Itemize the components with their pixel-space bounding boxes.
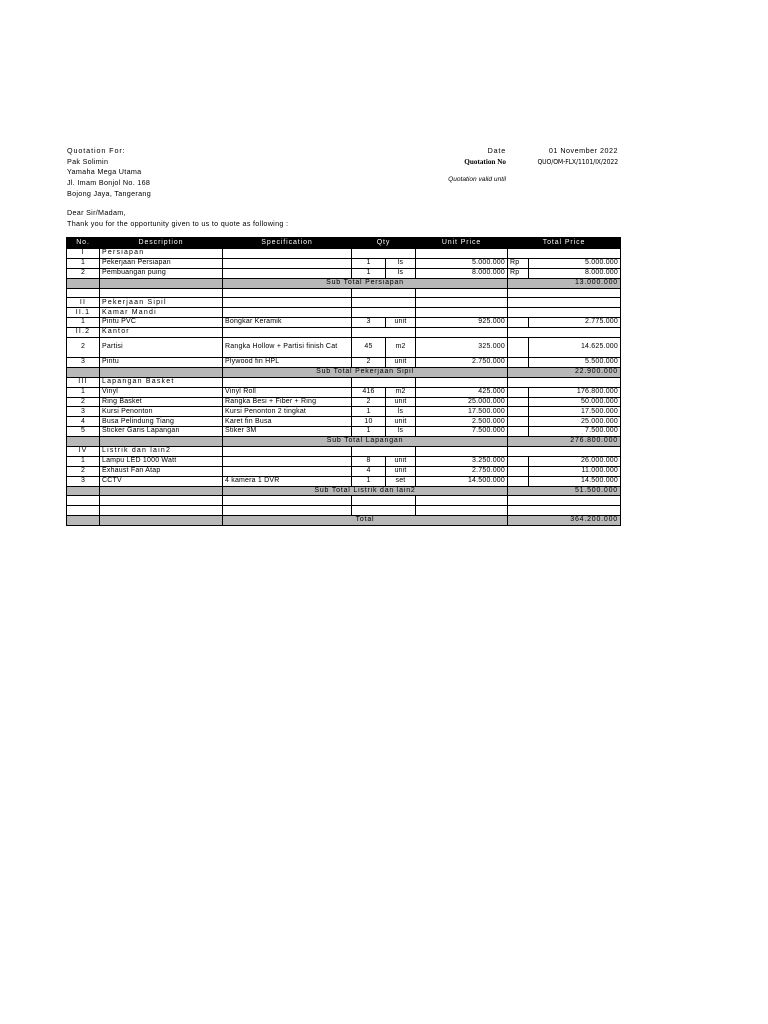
item-no: 4 <box>67 417 100 427</box>
table-row <box>67 387 621 397</box>
item-currency <box>508 466 529 476</box>
item-currency <box>508 476 529 486</box>
empty-cell <box>67 288 100 298</box>
empty-cell <box>67 506 100 516</box>
col-header-description: Description <box>100 238 223 249</box>
quotation-meta <box>430 146 618 186</box>
item-qty: 3 <box>352 318 386 328</box>
item-qty: 416 <box>352 387 386 397</box>
empty-cell <box>352 288 416 298</box>
item-unit: unit <box>386 397 416 407</box>
item-unit: ls <box>386 258 416 268</box>
item-specification: Plywood fin HPL <box>223 358 352 368</box>
table-row <box>67 407 621 417</box>
empty-cell <box>416 249 508 259</box>
blank-row <box>67 506 621 516</box>
section-no: I <box>67 249 100 259</box>
item-unit-price: 5.000.000 <box>416 258 508 268</box>
empty-cell <box>416 447 508 457</box>
item-qty: 1 <box>352 258 386 268</box>
section-title: Listrik dan lain2 <box>100 447 223 457</box>
item-specification <box>223 456 352 466</box>
item-no: 1 <box>67 318 100 328</box>
item-qty: 1 <box>352 268 386 278</box>
valid-until-label: Quotation valid until <box>448 176 506 184</box>
section-title: Persiapan <box>100 249 223 259</box>
item-unit: unit <box>386 417 416 427</box>
empty-cell <box>223 288 352 298</box>
item-total-price: 11.000.000 <box>529 466 621 476</box>
empty-cell <box>100 516 223 526</box>
item-description: Lampu LED 1000 Watt <box>100 456 223 466</box>
item-unit-price: 3.250.000 <box>416 456 508 466</box>
item-description: Vinyl <box>100 387 223 397</box>
subtotal-label: Sub Total Pekerjaan Sipil <box>223 367 508 377</box>
greeting-block <box>67 208 288 229</box>
item-unit-price: 2.500.000 <box>416 417 508 427</box>
item-unit-price: 325.000 <box>416 338 508 358</box>
item-specification: Stiker 3M <box>223 427 352 437</box>
item-total-price: 26.000.000 <box>529 456 621 466</box>
item-unit-price: 14.500.000 <box>416 476 508 486</box>
table-row <box>67 417 621 427</box>
item-description: Kursi Penonton <box>100 407 223 417</box>
subtotal-label: Total <box>223 516 508 526</box>
quotation-table <box>66 237 621 526</box>
blank-row <box>67 496 621 506</box>
item-description: Pintu PVC <box>100 318 223 328</box>
item-currency <box>508 397 529 407</box>
item-total-price: 7.500.000 <box>529 427 621 437</box>
col-header-qty: Qty <box>352 238 416 249</box>
table-row <box>67 258 621 268</box>
item-qty: 2 <box>352 358 386 368</box>
section-row <box>67 298 621 308</box>
date-value: 01 November 2022 <box>548 146 618 155</box>
empty-cell <box>100 437 223 447</box>
item-qty: 1 <box>352 476 386 486</box>
section-title: Kamar Mandi <box>100 308 223 318</box>
item-qty: 10 <box>352 417 386 427</box>
section-row <box>67 249 621 259</box>
item-description: CCTV <box>100 476 223 486</box>
empty-cell <box>352 328 416 338</box>
section-no: II.1 <box>67 308 100 318</box>
section-no: II.2 <box>67 328 100 338</box>
item-no: 2 <box>67 397 100 407</box>
item-qty: 45 <box>352 338 386 358</box>
section-no: II <box>67 298 100 308</box>
item-no: 3 <box>67 358 100 368</box>
empty-cell <box>223 506 352 516</box>
item-no: 3 <box>67 407 100 417</box>
greeting-salutation: Dear Sir/Madam, <box>67 208 126 217</box>
item-unit-price: 25.000.000 <box>416 397 508 407</box>
item-qty: 1 <box>352 407 386 417</box>
customer-name: Pak Solimin <box>67 156 109 166</box>
subtotal-label: Sub Total Lapangan <box>223 437 508 447</box>
quotation-no-value: QUO/OM-FLX/1101/IX/2022 <box>537 157 618 166</box>
empty-cell <box>416 328 508 338</box>
item-description: Busa Pelindung Tiang <box>100 417 223 427</box>
empty-cell <box>67 367 100 377</box>
item-description: Pembuangan puing <box>100 268 223 278</box>
item-no: 3 <box>67 476 100 486</box>
subtotal-label: Sub Total Listrik dan lain2 <box>223 486 508 496</box>
item-unit-price: 425.000 <box>416 387 508 397</box>
empty-cell <box>508 308 621 318</box>
item-no: 1 <box>67 456 100 466</box>
subtotal-amount: 13.000.000 <box>508 278 621 288</box>
section-row <box>67 328 621 338</box>
item-currency: Rp <box>508 268 529 278</box>
item-specification: Karet fin Busa <box>223 417 352 427</box>
item-no: 5 <box>67 427 100 437</box>
item-currency: Rp <box>508 258 529 268</box>
col-header-total-price: Total Price <box>508 238 621 249</box>
item-specification <box>223 268 352 278</box>
empty-cell <box>508 328 621 338</box>
empty-cell <box>100 506 223 516</box>
item-no: 2 <box>67 338 100 358</box>
empty-cell <box>223 308 352 318</box>
empty-cell <box>100 278 223 288</box>
item-unit: m2 <box>386 387 416 397</box>
empty-cell <box>416 496 508 506</box>
empty-cell <box>100 367 223 377</box>
table-row <box>67 338 621 358</box>
item-total-price: 25.000.000 <box>529 417 621 427</box>
subtotal-amount: 276.800.000 <box>508 437 621 447</box>
customer-block <box>67 146 151 199</box>
col-header-specification: Specification <box>223 238 352 249</box>
item-currency <box>508 387 529 397</box>
empty-cell <box>416 288 508 298</box>
item-qty: 2 <box>352 397 386 407</box>
item-currency <box>508 427 529 437</box>
empty-cell <box>508 496 621 506</box>
table-row <box>67 318 621 328</box>
empty-cell <box>223 249 352 259</box>
item-unit: ls <box>386 268 416 278</box>
item-unit-price: 2.750.000 <box>416 358 508 368</box>
empty-cell <box>416 506 508 516</box>
subtotal-amount: 22.900.000 <box>508 367 621 377</box>
item-currency <box>508 407 529 417</box>
empty-cell <box>508 447 621 457</box>
item-specification <box>223 258 352 268</box>
subtotal-label: Sub Total Persiapan <box>223 278 508 288</box>
subtotal-amount: 51.500.000 <box>508 486 621 496</box>
item-unit-price: 7.500.000 <box>416 427 508 437</box>
table-row <box>67 358 621 368</box>
item-specification: Rangka Hollow + Partisi finish Cat <box>223 338 352 358</box>
empty-cell <box>416 308 508 318</box>
item-total-price: 17.500.000 <box>529 407 621 417</box>
empty-cell <box>352 249 416 259</box>
empty-cell <box>223 328 352 338</box>
subtotal-row <box>67 486 621 496</box>
item-unit: ls <box>386 427 416 437</box>
item-description: Pekerjaan Persiapan <box>100 258 223 268</box>
subtotal-row <box>67 278 621 288</box>
section-no: III <box>67 377 100 387</box>
table-body <box>67 249 621 526</box>
quotation-for-label: Quotation For: <box>67 146 126 155</box>
item-qty: 1 <box>352 427 386 437</box>
item-unit: unit <box>386 456 416 466</box>
empty-cell <box>508 249 621 259</box>
item-unit-price: 925.000 <box>416 318 508 328</box>
col-header-unit-price: Unit Price <box>416 238 508 249</box>
item-unit: unit <box>386 358 416 368</box>
item-currency <box>508 358 529 368</box>
item-total-price: 5.500.000 <box>529 358 621 368</box>
item-description: Partisi <box>100 338 223 358</box>
item-description: Pintu <box>100 358 223 368</box>
empty-cell <box>352 308 416 318</box>
item-currency <box>508 417 529 427</box>
item-specification: Bongkar Keramik <box>223 318 352 328</box>
item-currency <box>508 318 529 328</box>
customer-company: Yamaha Mega Utama <box>67 167 142 177</box>
item-unit: m2 <box>386 338 416 358</box>
item-total-price: 5.000.000 <box>529 258 621 268</box>
empty-cell <box>67 516 100 526</box>
empty-cell <box>352 496 416 506</box>
empty-cell <box>67 496 100 506</box>
empty-cell <box>223 496 352 506</box>
empty-cell <box>508 506 621 516</box>
item-qty: 8 <box>352 456 386 466</box>
item-specification <box>223 466 352 476</box>
empty-cell <box>352 298 416 308</box>
item-unit: unit <box>386 318 416 328</box>
item-qty: 4 <box>352 466 386 476</box>
customer-address-line1: Jl. Imam Bonjol No. 168 <box>67 178 151 188</box>
empty-cell <box>508 298 621 308</box>
item-no: 1 <box>67 387 100 397</box>
greeting-message: Thank you for the opportunity given to us to quote as following : <box>67 218 289 228</box>
subtotal-row <box>67 367 621 377</box>
item-currency <box>508 456 529 466</box>
section-row <box>67 377 621 387</box>
empty-cell <box>508 288 621 298</box>
empty-cell <box>223 298 352 308</box>
item-description: Sticker Garis Lapangan <box>100 427 223 437</box>
table-row <box>67 268 621 278</box>
item-description: Exhaust Fan Atap <box>100 466 223 476</box>
item-unit-price: 2.750.000 <box>416 466 508 476</box>
item-total-price: 50.000.000 <box>529 397 621 407</box>
section-no: IV <box>67 447 100 457</box>
section-title: Lapangan Basket <box>100 377 223 387</box>
item-description: Ring Basket <box>100 397 223 407</box>
col-header-no: No. <box>67 238 100 249</box>
item-total-price: 176.800.000 <box>529 387 621 397</box>
item-total-price: 14.500.000 <box>529 476 621 486</box>
table-header-row <box>67 238 621 249</box>
item-total-price: 14.625.000 <box>529 338 621 358</box>
item-unit: unit <box>386 466 416 476</box>
date-label: Date <box>487 146 506 155</box>
empty-cell <box>67 437 100 447</box>
item-total-price: 2.775.000 <box>529 318 621 328</box>
item-specification: Rangka Besi + Fiber + Ring <box>223 397 352 407</box>
item-total-price: 8.000.000 <box>529 268 621 278</box>
customer-address-line2: Bojong Jaya, Tangerang <box>67 188 151 198</box>
subtotal-row <box>67 437 621 447</box>
item-no: 2 <box>67 466 100 476</box>
quotation-no-label: Quotation No <box>464 157 506 166</box>
empty-cell <box>223 447 352 457</box>
empty-cell <box>100 288 223 298</box>
item-no: 2 <box>67 268 100 278</box>
item-unit-price: 8.000.000 <box>416 268 508 278</box>
section-row <box>67 308 621 318</box>
table-row <box>67 427 621 437</box>
item-unit: ls <box>386 407 416 417</box>
item-unit: set <box>386 476 416 486</box>
subtotal-row <box>67 516 621 526</box>
empty-cell <box>416 298 508 308</box>
empty-cell <box>352 447 416 457</box>
subtotal-amount: 364.200.000 <box>508 516 621 526</box>
table-row <box>67 476 621 486</box>
item-currency <box>508 338 529 358</box>
item-specification: Vinyl Roll <box>223 387 352 397</box>
item-specification: 4 kamera 1 DVR <box>223 476 352 486</box>
empty-cell <box>352 506 416 516</box>
table-row <box>67 397 621 407</box>
empty-cell <box>100 486 223 496</box>
section-title: Kantor <box>100 328 223 338</box>
table-row <box>67 466 621 476</box>
empty-cell <box>100 496 223 506</box>
empty-cell <box>67 486 100 496</box>
empty-cell <box>67 278 100 288</box>
item-specification: Kursi Penonton 2 tingkat <box>223 407 352 417</box>
item-no: 1 <box>67 258 100 268</box>
empty-cell <box>508 377 621 387</box>
table-row <box>67 456 621 466</box>
section-title: Pekerjaan Sipil <box>100 298 223 308</box>
item-unit-price: 17.500.000 <box>416 407 508 417</box>
empty-cell <box>352 377 416 387</box>
section-row <box>67 447 621 457</box>
empty-cell <box>223 377 352 387</box>
empty-cell <box>416 377 508 387</box>
blank-row <box>67 288 621 298</box>
